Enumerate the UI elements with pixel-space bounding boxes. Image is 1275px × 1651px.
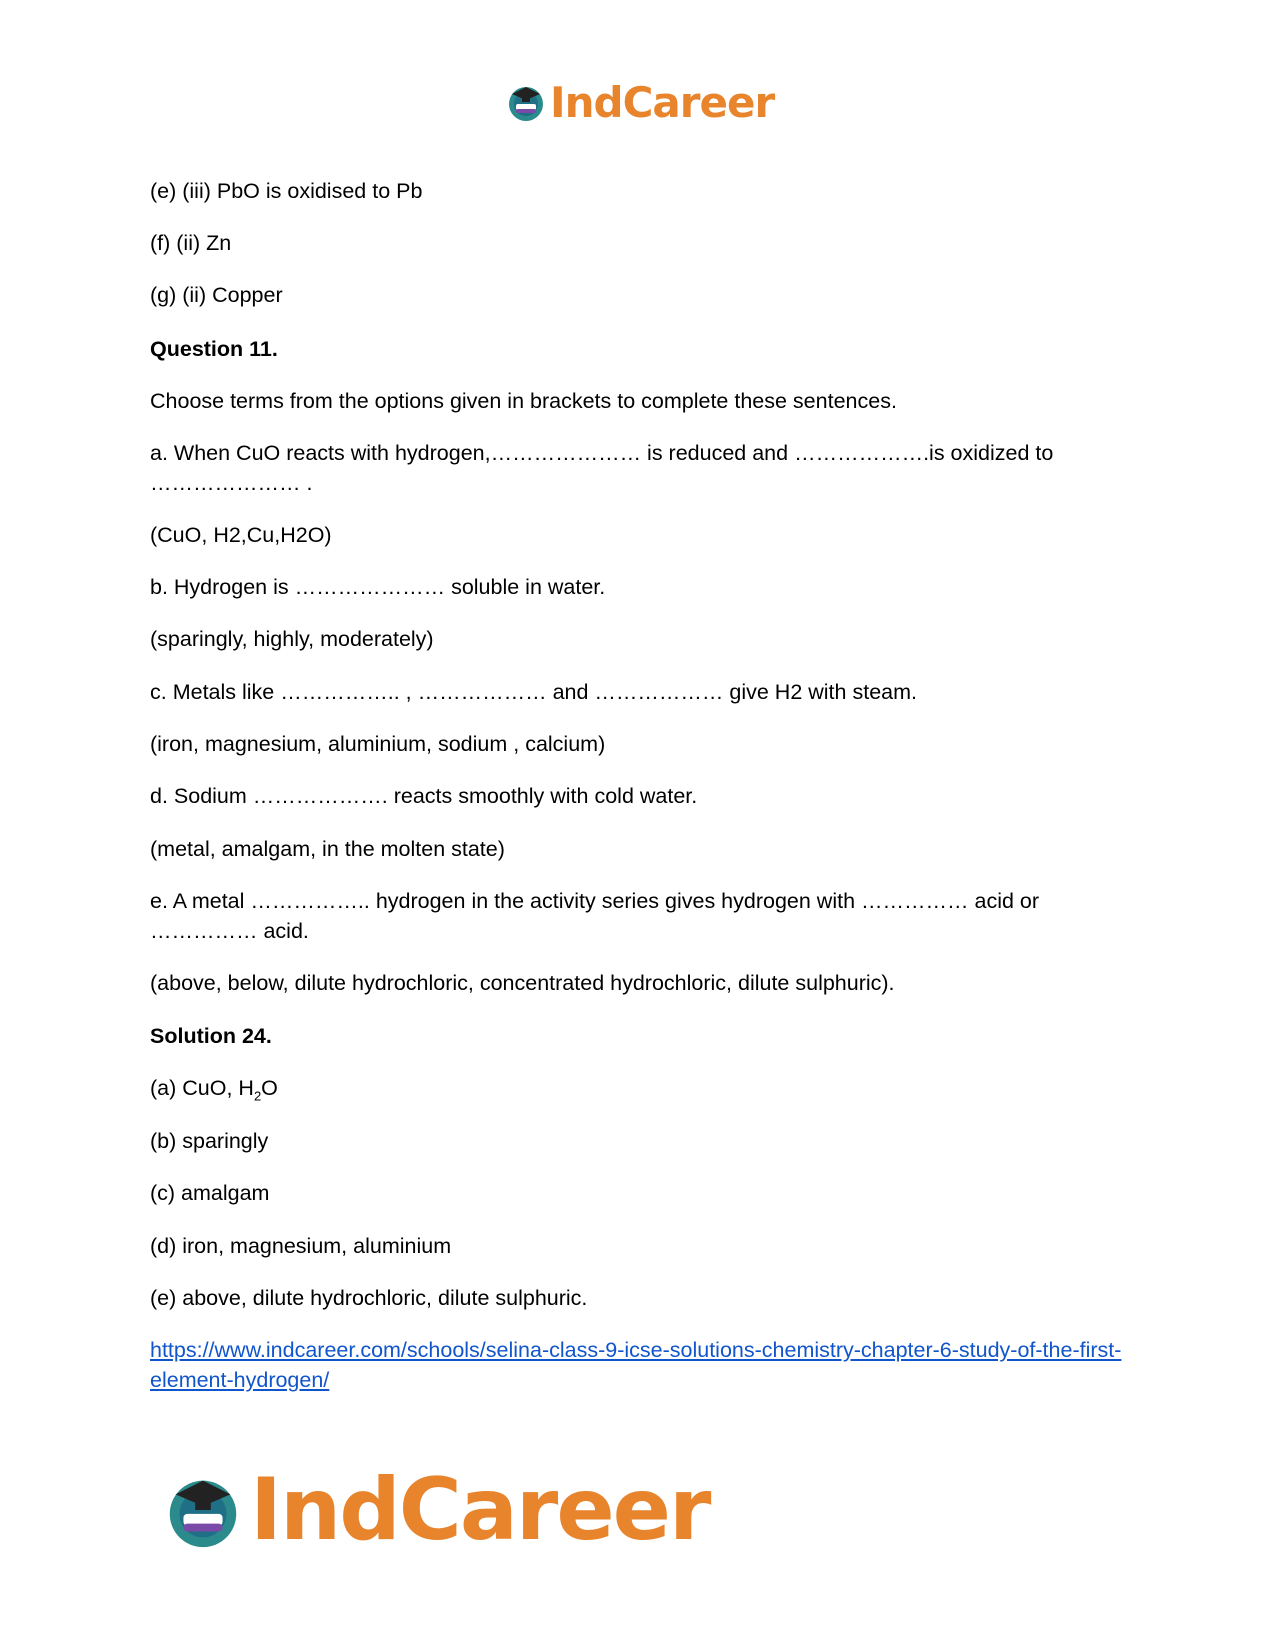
solution-c: (c) amalgam [150, 1181, 270, 1205]
solution-a [150, 1073, 1130, 1103]
footer-logo [160, 1462, 709, 1558]
answer-g: (g) (ii) Copper [150, 283, 283, 307]
question-heading: Question 11. [150, 337, 278, 361]
solution-d: (d) iron, magnesium, aluminium [150, 1234, 452, 1258]
question-part-e-options: (above, below, dilute hydrochloric, concentrated hydrochloric, dilute sulphuric). [150, 971, 895, 995]
question-part-d-options: (metal, amalgam, in the molten state) [150, 837, 505, 861]
question-part-b-options: (sparingly, highly, moderately) [150, 627, 434, 651]
answer-f: (f) (ii) Zn [150, 231, 232, 255]
brand-name: IndCareer [550, 77, 775, 127]
question-part-a: a. When CuO reacts with hydrogen,………………… is reduced and ……………….is oxidized to ………………… . [150, 441, 1054, 495]
solution-a-suffix: O [261, 1076, 278, 1100]
question-part-c: c. Metals like …………….. , ……………… and ……………… give H2 with steam. [150, 680, 917, 704]
graduation-globe-icon [160, 1467, 246, 1553]
document-body [150, 176, 1130, 1395]
solution-b: (b) sparingly [150, 1129, 269, 1153]
question-intro: Choose terms from the options given in brackets to complete these sentences. [150, 389, 897, 413]
source-link[interactable]: https://www.indcareer.com/schools/selina-class-9-icse-solutions-chemistry-chapter-6-study-of-the-first-element-hydrogen/ [150, 1338, 1122, 1392]
question-part-b: b. Hydrogen is ………………… soluble in water. [150, 575, 606, 599]
graduation-globe-icon [504, 80, 548, 124]
solution-a-text: (a) CuO, H [150, 1076, 254, 1100]
question-part-e: e. A metal …………….. hydrogen in the activity series gives hydrogen with …………… acid or …………… acid. [150, 889, 1040, 943]
solution-heading: Solution 24. [150, 1024, 272, 1048]
brand-name: IndCareer [250, 1460, 710, 1560]
question-part-c-options: (iron, magnesium, aluminium, sodium , calcium) [150, 732, 606, 756]
header-logo [504, 78, 774, 126]
solution-a-subscript: 2 [253, 1088, 262, 1104]
solution-e: (e) above, dilute hydrochloric, dilute sulphuric. [150, 1286, 588, 1310]
question-part-a-options: (CuO, H2,Cu,H2O) [150, 523, 332, 547]
question-part-d: d. Sodium ………………. reacts smoothly with cold water. [150, 784, 698, 808]
answer-e: (e) (iii) PbO is oxidised to Pb [150, 179, 423, 203]
